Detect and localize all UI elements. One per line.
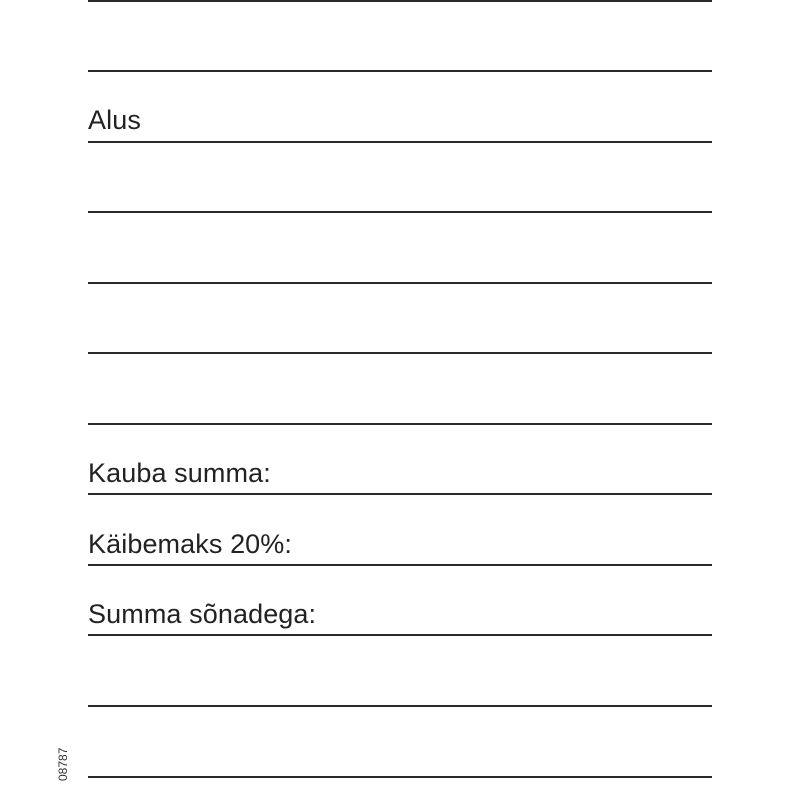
writing-line[interactable] bbox=[88, 705, 712, 707]
writing-line bbox=[88, 70, 712, 72]
writing-line[interactable] bbox=[88, 423, 712, 425]
writing-line[interactable] bbox=[88, 352, 712, 354]
writing-line bbox=[88, 0, 712, 2]
basis-line[interactable] bbox=[88, 141, 712, 143]
writing-line[interactable] bbox=[88, 282, 712, 284]
writing-line[interactable] bbox=[88, 211, 712, 213]
basis-label: Alus bbox=[88, 105, 141, 135]
vat-label: Käibemaks 20%: bbox=[88, 529, 293, 559]
amount-in-words-label: Summa sõnadega: bbox=[88, 599, 317, 629]
goods-total-line[interactable] bbox=[88, 493, 712, 495]
form-code: 08787 bbox=[56, 747, 70, 781]
amount-in-words-line[interactable] bbox=[88, 634, 712, 636]
writing-line[interactable] bbox=[88, 776, 712, 778]
goods-total-label: Kauba summa: bbox=[88, 458, 271, 488]
vat-line[interactable] bbox=[88, 564, 712, 566]
